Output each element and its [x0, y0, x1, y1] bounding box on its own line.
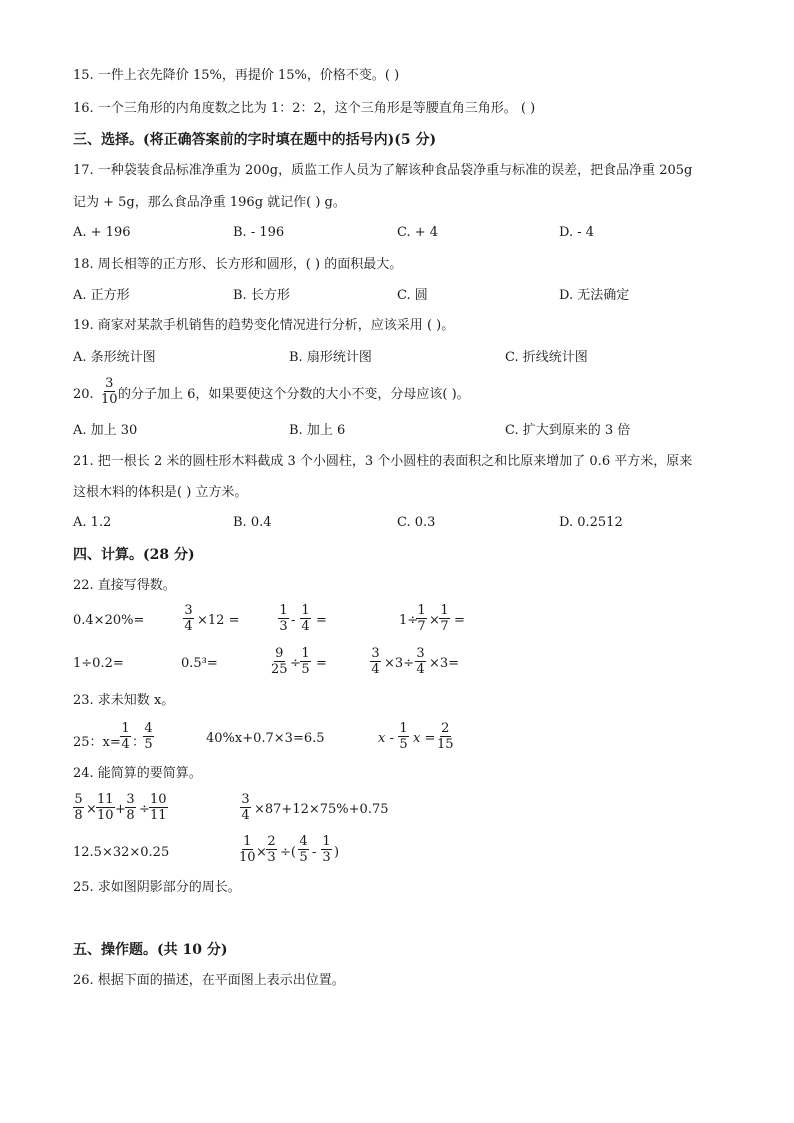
q24-item-b-tail: ×87+12×75%+0.75 [254, 802, 389, 817]
question-20-number: 20. [73, 387, 94, 402]
q18-option-b: B. 长方形 [233, 288, 290, 303]
q24-item-a-fraction-2: $\frac{11}{10}$ [97, 792, 114, 823]
q22-item-g-fraction-2: $\frac{1}{5}$ [301, 646, 310, 677]
q22-item-c-eq: = [316, 613, 327, 628]
q24-item-a-op-1: × [86, 802, 97, 817]
q18-option-a: A. 正方形 [73, 288, 130, 303]
q23-item-b: 40%x+0.7×3=6.5 [206, 731, 325, 746]
q17-option-b: B. - 196 [233, 225, 285, 240]
q23-item-a-fraction-1: $\frac{1}{4}$ [121, 721, 130, 752]
q22-item-d-fraction-1: $\frac{1}{7}$ [417, 603, 426, 634]
q22-item-h-eq: ×3= [429, 656, 460, 671]
q22-item-g-fraction-1: $\frac{9}{25}$ [271, 646, 288, 677]
q24-item-d-fraction-1: $\frac{1}{10}$ [239, 834, 256, 865]
q20-option-a: A. 加上 30 [73, 423, 138, 438]
question-21-line-1: 21. 把一根长 2 米的圆柱形木料截成 3 个小圆柱，3 个小圆柱的表面积之和比原来增加了 0.6 平方米，原来 [73, 454, 693, 469]
q22-item-d-fraction-2: $\frac{1}{7}$ [440, 603, 449, 634]
q20-option-c: C. 扩大到原来的 3 倍 [505, 423, 631, 438]
q21-option-d: D. 0.2512 [559, 515, 623, 530]
q24-item-a-op-3: ÷ [139, 802, 150, 817]
section-3-heading: 三、选择。(将正确答案前的字时填在题中的括号内)(5 分) [73, 132, 437, 148]
q22-item-d-eq: = [454, 613, 465, 628]
q17-option-c: C. + 4 [397, 225, 439, 240]
q23-item-c-fraction-1: $\frac{1}{5}$ [399, 721, 408, 752]
q24-item-a-op-2: + [115, 802, 126, 817]
q23-item-a-colon: ： [132, 735, 146, 750]
question-17-line-1: 17. 一种袋装食品标准净重为 200g，质监工作人员为了解该种食品袋净重与标准的误差，把食品净重 205g [73, 163, 693, 178]
q23-item-c-mid: x = [413, 731, 436, 746]
q22-item-g-eq: = [316, 656, 327, 671]
q24-item-d-op-1: × [256, 845, 267, 860]
q22-item-g-op: ÷ [290, 656, 301, 671]
section-5-heading: 五、操作题。(共 10 分) [73, 942, 228, 958]
q24-item-d-close: ) [334, 845, 340, 860]
q24-item-a-fraction-1: $\frac{5}{8}$ [74, 792, 83, 823]
q23-item-a-fraction-2: $\frac{4}{5}$ [144, 721, 153, 752]
q23-item-c-fraction-2: $\frac{2}{15}$ [437, 721, 454, 752]
q20-fraction: $\frac{3}{10}$ [101, 376, 118, 407]
question-24: 24. 能简算的要简算。 [73, 766, 202, 781]
question-22: 22. 直接写得数。 [73, 578, 176, 593]
question-25: 25. 求如图阴影部分的周长。 [73, 880, 241, 895]
q22-item-c-op: - [291, 613, 296, 628]
q24-item-d-op-3: - [312, 845, 317, 860]
q24-item-a-fraction-3: $\frac{3}{8}$ [126, 792, 135, 823]
q18-option-d: D. 无法确定 [559, 288, 630, 303]
question-19: 19. 商家对某款手机销售的趋势变化情况进行分析，应该采用 ( )。 [73, 318, 455, 333]
section-4-heading: 四、计算。(28 分) [73, 547, 195, 563]
question-15: 15. 一件上衣先降价 15%，再提价 15%，价格不变。( ) [73, 68, 400, 83]
q24-item-d-op-2: ÷( [280, 845, 296, 860]
q20-option-b: B. 加上 6 [289, 423, 346, 438]
q24-item-a-fraction-4: $\frac{10}{11}$ [150, 792, 167, 823]
q24-item-d-fraction-3: $\frac{4}{5}$ [299, 834, 308, 865]
question-26: 26. 根据下面的描述，在平面图上表示出位置。 [73, 973, 345, 988]
q22-item-c-fraction-1: $\frac{1}{3}$ [279, 603, 288, 634]
q21-option-c: C. 0.3 [397, 515, 436, 530]
q19-option-c: C. 折线统计图 [505, 350, 588, 365]
question-16: 16. 一个三角形的内角度数之比为 1：2：2，这个三角形是等腰直角三角形。 ( ) [73, 101, 536, 116]
question-17-line-2: 记为 + 5g，那么食品净重 196g 就记作( ) g。 [73, 195, 346, 210]
question-18: 18. 周长相等的正方形、长方形和圆形，( ) 的面积最大。 [73, 257, 403, 272]
q19-option-a: A. 条形统计图 [73, 350, 156, 365]
question-20-text: 的分子加上 6，如果要使这个分数的大小不变，分母应该( )。 [118, 387, 470, 402]
q22-item-b-tail: ×12 = [197, 613, 240, 628]
q22-item-a: 0.4×20%= [73, 613, 145, 628]
q18-option-c: C. 圆 [397, 288, 428, 303]
q22-item-f: 0.5³= [181, 656, 218, 671]
q22-item-d-op: × [429, 613, 440, 628]
q19-option-b: B. 扇形统计图 [289, 350, 372, 365]
q17-option-d: D. - 4 [559, 225, 595, 240]
q17-option-a: A. + 196 [73, 225, 131, 240]
q22-item-d-head: 1÷ [399, 613, 419, 628]
question-23: 23. 求未知数 x。 [73, 693, 175, 708]
q23-item-c-head: x - [378, 731, 394, 746]
question-21-line-2: 这根木料的体积是( ) 立方米。 [73, 485, 248, 500]
q22-item-b-fraction: $\frac{3}{4}$ [184, 603, 193, 634]
q21-option-a: A. 1.2 [73, 515, 112, 530]
q22-item-h-fraction-2: $\frac{3}{4}$ [416, 646, 425, 677]
q22-item-h-mid: ×3÷ [384, 656, 415, 671]
q22-item-h-fraction-1: $\frac{3}{4}$ [371, 646, 380, 677]
q24-item-c: 12.5×32×0.25 [73, 845, 170, 860]
q23-item-a-head: 25：x= [73, 735, 121, 750]
q24-item-d-fraction-4: $\frac{1}{3}$ [322, 834, 331, 865]
q22-item-e: 1÷0.2= [73, 656, 124, 671]
q24-item-d-fraction-2: $\frac{2}{3}$ [267, 834, 276, 865]
q22-item-c-fraction-2: $\frac{1}{4}$ [301, 603, 310, 634]
q24-item-b-fraction: $\frac{3}{4}$ [241, 792, 250, 823]
q21-option-b: B. 0.4 [233, 515, 272, 530]
